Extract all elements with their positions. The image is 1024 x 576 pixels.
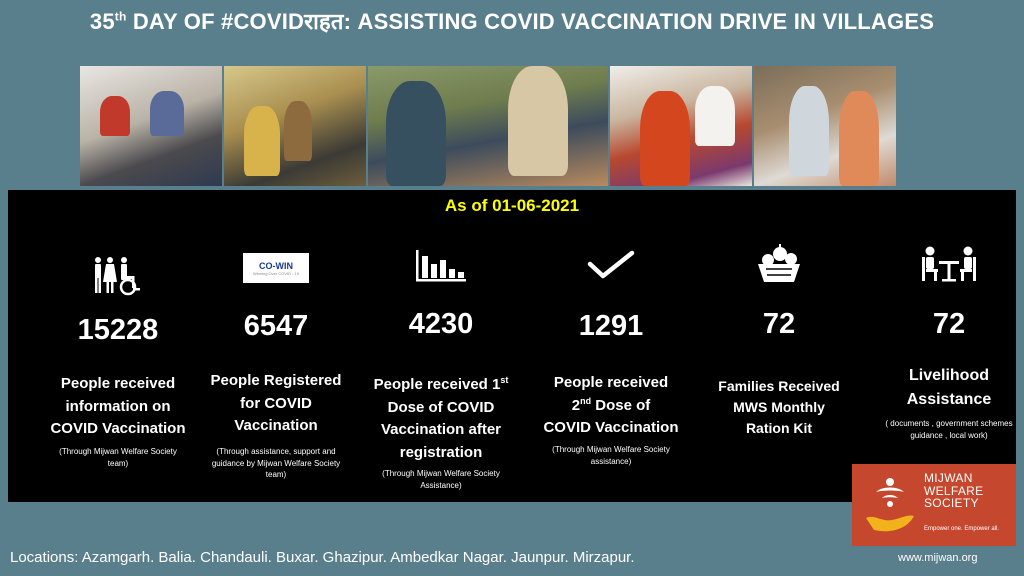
photo-vaccination-room — [224, 66, 366, 186]
page-title: 35th DAY OF #COVIDराहत: ASSISTING COVID VACCINATION DRIVE IN VILLAGES — [89, 9, 935, 34]
stat-label-first-dose: People received 1st Dose of COVID Vaccination after registration — [373, 375, 509, 461]
people-accessibility-icon — [92, 256, 144, 301]
logo-text: MIJWAN WELFARE SOCIETY — [924, 471, 984, 511]
as-of-date: As of 01-06-2021 — [444, 196, 580, 215]
stat-value-information: 15228 — [77, 314, 159, 346]
cowin-logo: CO-WIN Winning Over COVID - 19 — [243, 253, 309, 283]
stat-note-registration: (Through assistance, support and guidance by Mijwan Welfare Society team) — [211, 447, 341, 480]
locations-footer: Locations: Azamgarh. Balia. Chandauli. Buxar. Ghazipur. Ambedkar Nagar. Jaunpur. Mirzapur. — [10, 549, 635, 566]
meeting-table-icon — [920, 246, 978, 289]
stat-note-second-dose: (Through Mijwan Welfare Society assistance) — [552, 445, 670, 466]
stats-panel — [8, 190, 1016, 502]
stat-value-first-dose: 4230 — [408, 308, 474, 340]
stat-note-information: (Through Mijwan Welfare Society team) — [59, 447, 177, 468]
fruit-basket-icon — [756, 244, 802, 289]
stat-label-information: People received information on COVID Vaccination — [50, 375, 186, 437]
stat-label-registration: People Registered for COVID Vaccination — [210, 372, 342, 434]
photo-strip — [80, 66, 896, 186]
stat-value-livelihood: 72 — [932, 308, 966, 340]
checkmark-icon — [587, 250, 635, 285]
stat-label-livelihood: Livelihood Assistance — [906, 367, 992, 408]
photo-vaccine-administration — [610, 66, 752, 186]
bar-chart-icon — [416, 250, 466, 287]
photo-outdoor-assistance — [368, 66, 609, 186]
stat-value-ration-kit: 72 — [762, 308, 796, 340]
photo-office-registration — [80, 66, 222, 186]
stat-note-first-dose: (Through Mijwan Welfare Society Assistance) — [382, 469, 500, 490]
stat-note-livelihood: ( documents , government schemes guidance , local work) — [885, 419, 1013, 440]
photo-health-worker — [754, 66, 896, 186]
stat-label-second-dose: People received 2nd Dose of COVID Vaccination — [543, 374, 679, 436]
stat-label-ration-kit: Families Received MWS Monthly Ration Kit — [718, 378, 840, 436]
stat-value-registration: 6547 — [243, 310, 309, 342]
mijwan-logo — [852, 464, 1016, 546]
website-link[interactable]: www.mijwan.org — [898, 552, 978, 564]
logo-tagline: Empower one. Empower all. — [924, 526, 1000, 532]
stat-value-second-dose: 1291 — [578, 310, 644, 342]
hand-heart-icon — [862, 474, 918, 538]
